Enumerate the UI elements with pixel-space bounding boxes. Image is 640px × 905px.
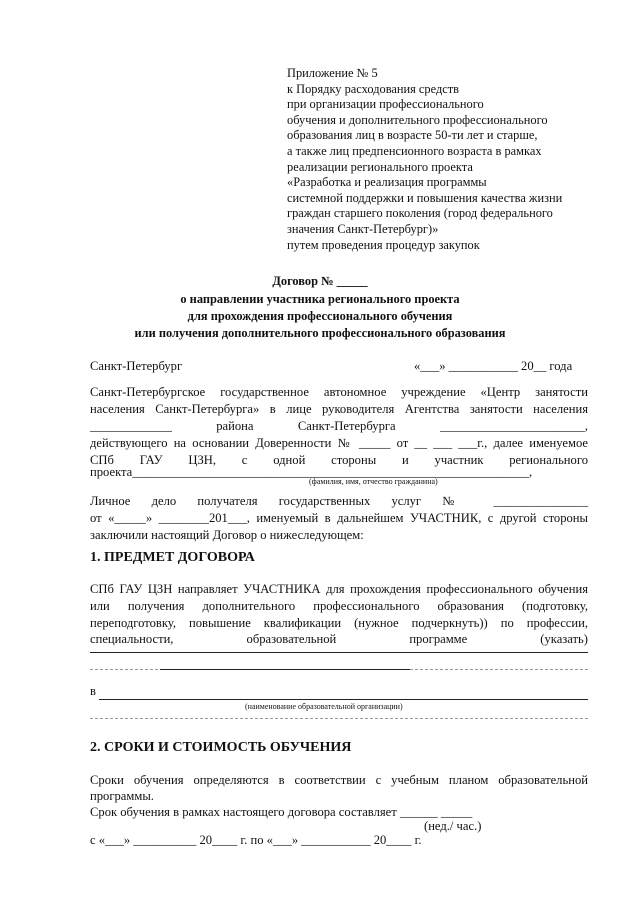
intro-line: проекта_______________________________________________________________, <box>90 465 533 479</box>
caption-organization: (наименование образовательной организации) <box>245 702 403 711</box>
section-1-line: СПб ГАУ ЦЗН направляет УЧАСТНИКА для прохождения профессионального обучения <box>90 582 588 596</box>
appendix-line: к Порядку расходования средств <box>287 81 460 96</box>
appendix-line: Приложение № 5 <box>287 66 378 80</box>
appendix-line: обучения и дополнительного профессионального <box>287 112 548 127</box>
appendix-line: системной поддержки и повышения качества жизни <box>287 190 563 205</box>
intro-line: _____________ района Санкт-Петербурга _______________________, <box>90 419 588 433</box>
intro-line: Санкт-Петербургское государственное автономное учреждение «Центр занятости <box>90 385 588 399</box>
title-line: о направлении участника регионального проекта <box>180 292 460 306</box>
appendix-line: значения Санкт-Петербург)» <box>287 221 439 236</box>
appendix-line: образования лиц в возрасте 50-ти лет и старше, <box>287 128 538 143</box>
organization-fill-line-2 <box>90 718 588 719</box>
appendix-line: а также лиц предпенсионного возраста в рамках <box>287 143 542 158</box>
section-2-line: программы. <box>90 789 154 803</box>
prefix-v: в <box>90 684 96 698</box>
section-1-line: переподготовку, повышение квалификации (нужное подчеркнуть)) по профессии, <box>90 616 588 630</box>
profession-fill-line <box>90 652 588 653</box>
profession-fill-line-2b <box>160 669 410 670</box>
appendix-line: граждан старшего поколения (город федерального <box>287 206 553 221</box>
date-line: «___» ___________ 20__ года <box>414 359 573 373</box>
appendix-block <box>287 66 562 253</box>
intro-line: СПб ГАУ ЦЗН, с одной стороны и участник регионального <box>90 453 588 467</box>
section-1-heading: 1. ПРЕДМЕТ ДОГОВОРА <box>90 550 255 565</box>
title-line: или получения дополнительного профессионального образования <box>134 326 506 340</box>
case-line: заключили настоящий Договор о нижеследующем: <box>90 528 364 542</box>
duration-line: Срок обучения в рамках настоящего договора составляет ______ _____ <box>90 805 473 819</box>
section-2-heading: 2. СРОКИ И СТОИМОСТЬ ОБУЧЕНИЯ <box>90 740 352 755</box>
title-line: для прохождения профессионального обучения <box>187 309 453 323</box>
intro-line: действующего на основании Доверенности № _____ от __ ___ ___г., далее именуемое <box>90 436 588 450</box>
section-2-line: Сроки обучения определяются в соответствии с учебным планом образовательной <box>90 773 588 787</box>
section-1-line: специальности, образовательной программе (указать) <box>90 632 588 646</box>
appendix-line: реализации регионального проекта <box>287 159 473 174</box>
appendix-line: путем проведения процедур закупок <box>287 237 480 252</box>
case-line: от «_____» ________201___, именуемый в дальнейшем УЧАСТНИК, с другой стороны <box>90 511 588 525</box>
appendix-line: «Разработка и реализация программы <box>287 175 487 190</box>
contract-title: Договор № _____ <box>272 274 368 288</box>
case-line: Личное дело получателя государственных услуг № _______________ <box>90 494 588 508</box>
place-text: Санкт-Петербург <box>90 359 183 373</box>
period-line: с «___» __________ 20____ г. по «___» ___________ 20____ г. <box>90 833 422 847</box>
caption-name: (фамилия, имя, отчество гражданина) <box>309 477 438 486</box>
appendix-line: при организации профессионального <box>287 97 484 112</box>
duration-units: (нед./ час.) <box>424 819 482 833</box>
section-1-line: или получения дополнительного профессионального образования (подготовку, <box>90 599 588 613</box>
intro-line: населения Санкт-Петербурга» в лице руководителя Агентства занятости населения <box>90 402 588 416</box>
organization-fill-line <box>99 699 588 700</box>
